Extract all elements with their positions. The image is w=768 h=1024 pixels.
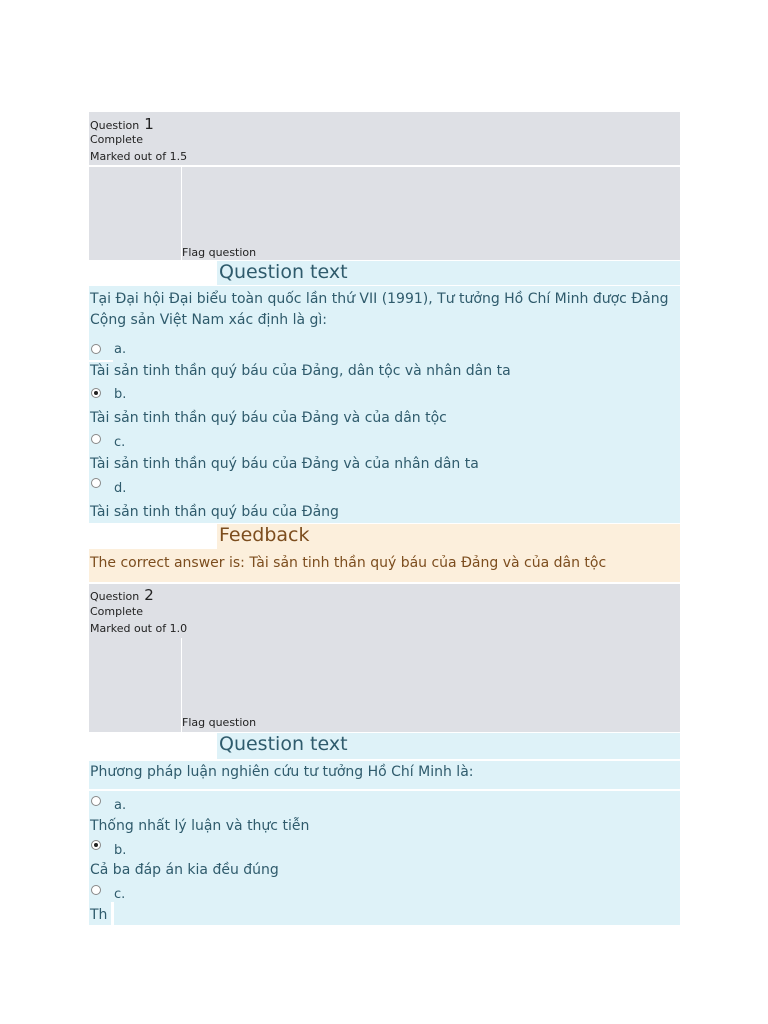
q2-status: Complete	[90, 605, 144, 618]
q1-option-a-radio[interactable]	[91, 344, 101, 354]
q1-option-d-radio[interactable]	[91, 478, 101, 488]
q1-option-c-radio[interactable]	[91, 434, 101, 444]
q2-question-number: 2	[144, 586, 154, 604]
q1-option-c-text[interactable]: Tài sản tinh thần quý báu của Đảng và của nhân dân ta	[90, 456, 479, 472]
q2-option-c-gap	[111, 902, 114, 925]
q2-header	[90, 585, 154, 604]
q1-option-d-text[interactable]: Tài sản tinh thần quý báu của Đảng	[90, 504, 339, 520]
q2-option-b-radio[interactable]	[91, 840, 101, 850]
q2-answers-box	[89, 791, 680, 925]
q2-info-box	[89, 584, 680, 732]
q2-marks: Marked out of 1.0	[90, 622, 188, 635]
q2-question-text-heading: Question text	[219, 733, 348, 755]
q1-option-a-text[interactable]: Tài sản tinh thần quý báu của Đảng, dân tộc và nhân dân ta	[90, 363, 511, 379]
q1-feedback-text: The correct answer is: Tài sản tinh thần quý báu của Đảng và của dân tộc	[90, 555, 607, 571]
q1-option-a-letter: a.	[114, 342, 127, 357]
q1-feedback-heading: Feedback	[219, 524, 310, 546]
q1-question-text-heading: Question text	[219, 261, 348, 283]
q1-option-d-letter: d.	[114, 481, 127, 496]
q2-option-a-letter: a.	[114, 798, 127, 813]
q2-option-c-radio[interactable]	[91, 885, 101, 895]
q2-option-c-text[interactable]: Th	[90, 907, 108, 923]
q2-question-text: Phương pháp luận nghiên cứu tư tưởng Hồ Chí Minh là:	[90, 764, 474, 780]
q2-question-label: Question	[90, 590, 140, 603]
q1-question-number: 1	[144, 115, 154, 133]
q1-flag-area	[89, 167, 181, 260]
q2-option-c-letter: c.	[114, 887, 126, 902]
q2-option-a-text[interactable]: Thống nhất lý luận và thực tiễn	[90, 818, 310, 834]
q1-status: Complete	[90, 133, 144, 146]
q1-question-label: Question	[90, 119, 140, 132]
q1-question-text: Tại Đại hội Đại biểu toàn quốc lần thứ VII (1991), Tư tưởng Hồ Chí Minh được Đảng Cộng sản Việt Nam xác định là gì:	[90, 291, 669, 328]
q1-flag-question-link[interactable]: Flag question	[182, 246, 257, 259]
q1-option-b-letter: b.	[114, 387, 127, 402]
q2-flag-question-link[interactable]: Flag question	[182, 716, 257, 729]
q1-marks: Marked out of 1.5	[90, 150, 188, 163]
q1-flag-panel	[182, 167, 680, 260]
q2-option-b-text[interactable]: Cả ba đáp án kia đều đúng	[90, 862, 279, 878]
q1-option-c-letter: c.	[114, 435, 126, 450]
q1-option-b-text[interactable]: Tài sản tinh thần quý báu của Đảng và của dân tộc	[90, 410, 447, 426]
q1-option-b-radio[interactable]	[91, 388, 101, 398]
q2-option-b-letter: b.	[114, 843, 127, 858]
q2-option-a-radio[interactable]	[91, 796, 101, 806]
q1-header	[90, 114, 154, 133]
